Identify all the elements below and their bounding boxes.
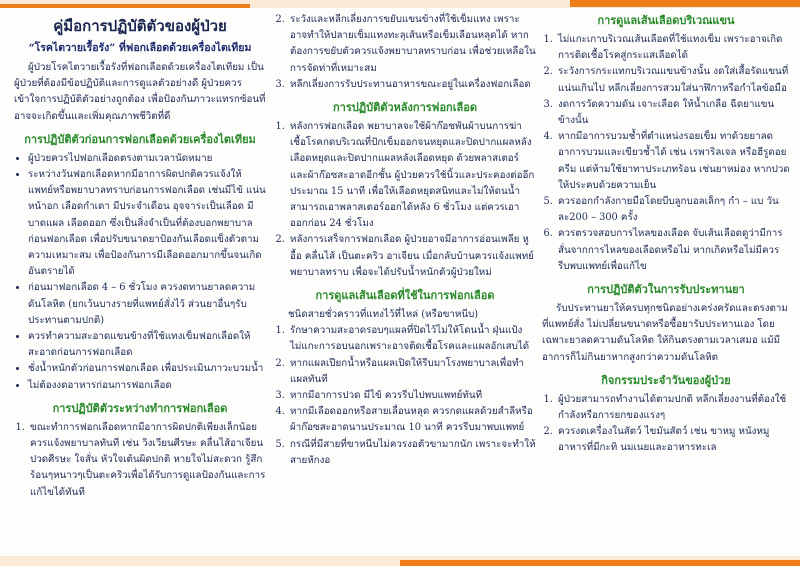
arm-care-list: [542, 32, 790, 275]
medication-paragraph: รับประทานยาให้ครบทุกชนิดอย่างเคร่งครัดและตรงตามที่แพทย์สั่ง ไม่เปลี่ยนขนาดหรือซื้อยารับประทานเอง โดยเฉพาะยาลดความดันโลหิต ให้กินตรงตามเวลาเสมอ แม้มีอาการก็ไม่กินยาหากสูงกว่าความดันโลหิต: [542, 303, 788, 363]
list-item: 1. ขณะทำการฟอกเลือดหากมีอาการผิดปกติเพียงเล็กน้อยควรแจ้งพยาบาลทันที เช่น วิงเวียนศีรษะ คลื่นไส้อาเจียน ปวดศีรษะ ใจสั่น หัวใจเต้นผิดปกติ หายใจไม่สะดวก รู้สึกร้อนๆหนาวๆเป็นตะคริวเพื่อได้รับการดูแลป้องกันและการแก้ไขได้ทันที: [28, 420, 266, 501]
list-item: 1. ไม่แกะเกาบริเวณเส้นเลือดที่ใช้แทงเข็ม เพราะอาจเกิดการติดเชื้อโรคสู่กระแสเลือดได้: [556, 32, 790, 64]
during-list: [14, 420, 266, 501]
heading-medication: การปฏิบัติตัวในการรับประทานยา: [587, 283, 745, 297]
list-item: 6. ควรตรวจสอบการไหลของเลือด จับเส้นเลือดดูว่ามีการสั่นจากการไหลของเลือดหรือไม่ หากเกิดหรือไม่มีควรรีบพบแพทย์เพื่อแก้ไข: [556, 226, 790, 275]
top-left-orange-stripe: [0, 4, 250, 8]
list-item: 5. ควรออกกำลังกายมือโดยบีบลูกบอลเล็กๆ กำ – แบ วันละ200 – 300 ครั้ง: [556, 194, 790, 226]
heading-arm-vessel-care: การดูแลเส้นเลือดบริเวณแขน: [597, 14, 735, 27]
list-item: 1. หลังการฟอกเลือด พยาบาลจะใช้ผ้าก๊อซพันผ้าบนการฆ่าเชื้อโรคกดบริเวณที่ปักเข็มออกจนหยุดและปิดปากแผลหลังเลือดหยุดและปิดปากแผลหลังเลือดหยุด ด้วยพลาสเตอร์ และผ้าก๊อซสะอาดอีกชั้น ผู้ป่วยควรใช้นิ้วและประคองต่ออีกประมาณ 15 นาที เพื่อให้เลือดหยุดสนิทและไม่ให้ดนน้ำสามารถเอาพลาสเตอร์ออกได้หลัง 6 ชั่วโมง แต่ควรเอาออกก่อน 24 ชั่วโมง: [288, 119, 536, 232]
list-item: • ชั่งน้ำหนักตัวก่อนการฟอกเลือด เพื่อประเมินภาวะบวมน้ำ: [28, 361, 266, 377]
during-list-continued: [274, 12, 536, 93]
list-item: 4. หากมีอาการบวมช้ำที่ตำแหน่งรอยเข็ม ทาด้วยยาลดอาการบวมและเขียวช้ำได้ เช่น เรพาริลเจล หรือฮีรูดอยครีม แต่ห้ามใช้ยาทาประเภทร้อน เช่นยาหม่อง หากปวดให้ประคบด้วยความเย็น: [556, 129, 790, 194]
heading-vessel-care: การดูแลเส้นเลือดที่ใช้ในการฟอกเลือด: [315, 289, 495, 303]
column-middle: [274, 12, 536, 554]
heading-after-dialysis: การปฏิบัติตัวหลังการฟอกเลือด: [333, 101, 477, 115]
heading-during-dialysis: การปฏิบัติตัวระหว่างทำการฟอกเลือด: [52, 401, 228, 415]
before-list: [14, 151, 266, 394]
vessel-care-intro: ชนิดสายชั่วคราวที่แทงไว้ที่ไหล่ (หรือขาหนีบ): [288, 309, 479, 321]
list-item: 1. ผู้ป่วยสามารถทำงานได้ตามปกติ หลีกเลี่ยงงานที่ต้องใช้กำลังหรือการยกของแรงๆ: [556, 392, 790, 424]
list-item: 3. งดการวัดความดัน เจาะเลือด ให้น้ำเกลือ ฉีดยาแขนข้างนั้น: [556, 97, 790, 129]
list-item: 5. กรณีที่มีสายที่ขาหนีบไม่ควรงอตัวขามากนัก เพราะจะทำให้สายหักงอ: [288, 437, 536, 469]
list-item: 2. หากแผลเปียกน้ำหรือแผลเปิดให้รีบมาโรงพยาบาลเพื่อทำแผลทันที: [288, 356, 536, 388]
list-item: 4. หากมีเลือดออกหรือสายเลื่อนหลุด ควรกดแผลด้วยสำลีหรือผ้าก๊อซสะอาดนานประมาณ 10 นาที ควรรีบมาพบแพทย์: [288, 404, 536, 436]
after-list: [274, 119, 536, 281]
page-subtitle: “โรคไตวายเรื้อรัง” ที่ฟอกเลือดด้วยเครื่องไตเทียม: [28, 42, 252, 54]
list-item: • ระหว่างวันฟอกเลือดหากมีอาการผิดปกติควรแจ้งให้แพทย์หรือพยาบาลทราบก่อนการฟอกเลือด เช่นมีไข้ แน่นหน้าอก เลือดกำเดา มีประจำเดือน อุจจาระเป็นเลือด มีบาดแผล เลือดออก ซึ่งเป็นสิ่งจำเป็นที่ต้องบอกพยาบาลก่อนฟอกเลือด เพื่อปรับขนาดยาป้องกันเลือดแข็งตัวตามความเหมาะสม เพื่อป้องกันการมีเลือดออกมากขึ้นจนเกิดอันตรายได้: [28, 167, 266, 280]
list-item: 3. หลีกเลี่ยงการรับประทานอาหารขณะอยู่ในเครื่องฟอกเลือด: [288, 77, 536, 93]
list-item: • ไม่ต้องงดอาหารก่อนการฟอกเลือด: [28, 378, 266, 394]
list-item: 1. รักษาความสะอาดรอบๆแผลที่ปิดไว้ไม่ให้โดนน้ำ ฝุ่นแป้ง ไม่แกะการอบนอกเพราะอาจติดเชื้อโรคและแผลอักเสบได้: [288, 323, 536, 355]
list-item: 2. ระวังการกระแทกบริเวณแขนข้างนั้น งดใส่เสื้อรัดแขนที่แน่นเกินไป หลีกเลี่ยงการสวมใส่นาฬิกาหรือกำไลข้อมือ: [556, 64, 790, 96]
list-item: 2. หลังการเสร็จการฟอกเลือด ผู้ป่วยอาจมีอาการอ่อนเพลีย หูอื้อ คลื่นไส้ เป็นตะคริว อาเจียน เมื่อกลับบ้านควรแจ้งแพทย์พยาบาลทราบ เพื่อจะได้ปรับน้ำหนักตัวผู้ป่วยใหม่: [288, 232, 536, 281]
list-item: • ก่อนมาฟอกเลือด 4 – 6 ชั่วโมง ควรงดทานยาลดความดันโลหิต (ยกเว้นบางรายที่แพทย์สั่งไว้ ส่วนยาอื่นๆรับประทานตามปกติ): [28, 280, 266, 329]
list-item: 3. หากมีอาการปวด มีไข้ ควรรีบไปพบแพทย์ทันที: [288, 388, 536, 404]
list-item: • ผู้ป่วยควรไปฟอกเลือดตรงตามเวลานัดหมาย: [28, 151, 266, 167]
vessel-care-list: [274, 323, 536, 469]
column-right: [542, 12, 790, 554]
heading-daily-activities: กิจกรรมประจำวันของผู้ป่วย: [601, 373, 731, 387]
list-item: • ควรทำความสะอาดแขนข้างที่ใช้แทงเข็มฟอกเลือดให้สะอาดก่อนการฟอกเลือด: [28, 329, 266, 361]
heading-before-dialysis: การปฏิบัติตัวก่อนการฟอกเลือดด้วยเครื่องไตเทียม: [24, 132, 256, 146]
intro-paragraph: ผู้ป่วยโรคไตวายเรื้อรังที่ฟอกเลือดด้วยเครื่องไตเทียม เป็นผู้ป่วยที่ต้องมีข้อปฏิบัติและการดูแลตัวอย่างดี ผู้ป่วยควรเข้าใจการปฏิบัติตัวอย่างถูกต้อง เพื่อป้องกันภาวะแทรกซ้อนที่อาจจะเกิดขึ้นและเพิ่มคุณภาพชีวิตที่ดี: [14, 62, 266, 122]
page-title: คู่มือการปฏิบัติตัวของผู้ป่วย: [53, 17, 227, 35]
bottom-right-orange-stripe: [400, 560, 800, 566]
column-left: [14, 12, 266, 554]
daily-list: [542, 392, 790, 457]
list-item: 2. ระวังและหลีกเลี่ยงการขยับแขนข้างที่ใช้เข็มแทง เพราะอาจทำให้ปลายเข็มแทงทะลุเส้นหรือเข็มเลือนหลุดได้ หากต้องการขยับตัวควรแจ้งพยาบาลทราบก่อน เพื่อช่วยเหลือในการจัดท่าที่เหมาะสม: [288, 12, 536, 77]
top-right-orange-stripe: [570, 0, 800, 7]
list-item: 2. ควรงดเครื่องในสัตว์ ไขมันสัตว์ เช่น ขาหมู หนังหมู อาหารที่มีกะทิ นมเนยและอาหารทะเล: [556, 424, 790, 456]
